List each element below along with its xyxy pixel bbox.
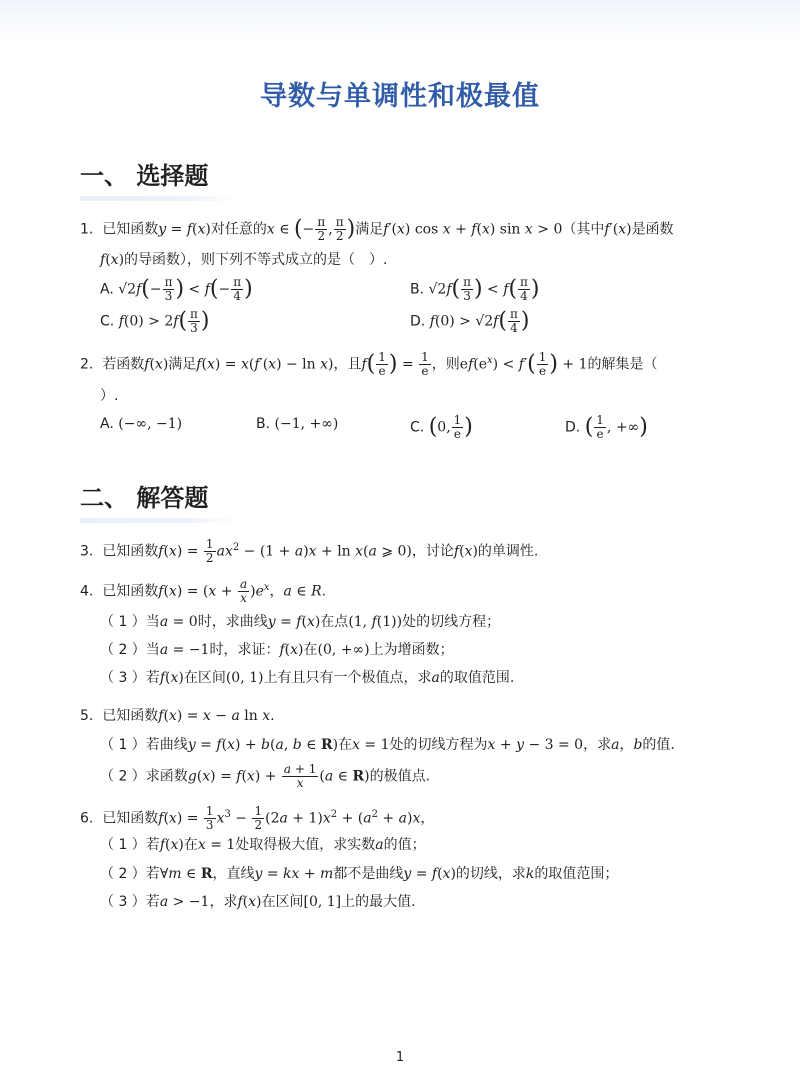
q1-option-c: C. f(0) > 2f( $\frac{\pi}{3}$ ) xyxy=(100,307,210,335)
page-number: 1 xyxy=(395,1050,405,1065)
question-5-part-2: （ 2 ）求函数g(x) = f(x) + $\frac{a + 1}{x}$ (a ∈ R)的极值点. xyxy=(100,762,431,790)
question-6-part-1: （ 1 ）若f(x)在x = 1处取得极大值，求实数a的值； xyxy=(100,837,426,853)
q2-option-b: B. (−1, +∞) xyxy=(256,416,339,432)
section-heading-choice: 一、 选择题 xyxy=(80,162,209,190)
section-underline xyxy=(80,518,238,523)
question-1-line-2: f(x)的导函数），则下列不等式成立的是（ ）. xyxy=(100,252,388,268)
question-3: 3. 已知函数f(x) = $\frac{1}{2}$ $ax^2 - (1 + a)x + \ln x(a$ ⩾ 0)，讨论f(x)的单调性. xyxy=(80,537,539,566)
question-4: 4. 已知函数f(x) = (x + $\frac{a}{x}$ )$e^x$，a ∈ R. xyxy=(80,577,327,606)
question-6: 6. 已知函数f(x) = $\frac{1}{3}$ $x^3$ − $\frac{1}{2}$ $(2a + 1)x^2 + (a^2 + a)x$， xyxy=(80,804,435,833)
question-6-part-3: （ 3 ）若a > −1，求f(x)在区间[0, 1]上的最大值. xyxy=(100,894,416,910)
question-5: 5. 已知函数f(x) = x − a ln x. xyxy=(80,708,275,724)
question-2-line-1: 2. 若函数f(x)满足f(x) = x(f′(x) − ln x)，且f( $\frac{1}{e}$ ) = $\frac{1}{e}$ ，则$ef(e^x) < f'$( $\frac{1}{e}$ ) + 1的解集是（ xyxy=(80,350,658,379)
question-4-part-1: （ 1 ）当a = 0时，求曲线y = f(x)在点(1, f(1))处的切线方程； xyxy=(100,614,501,630)
question-4-part-2: （ 2 ）当a = −1时，求证：f(x)在(0, +∞)上为增函数； xyxy=(100,642,454,658)
q1-option-b: B. √2f( $\frac{\pi}{3}$ ) < f( $\frac{\pi}{4}$ ) xyxy=(410,275,540,303)
q2-option-d: D. ( $\frac{1}{e}$ , +∞) xyxy=(565,413,648,441)
document-title: 导数与单调性和极最值 xyxy=(260,81,540,112)
q2-option-a: A. (−∞, −1) xyxy=(100,416,183,432)
q1-option-a: A. √2f(− $\frac{\pi}{3}$ ) < f(− $\frac{\pi}{4}$ ) xyxy=(100,275,253,303)
question-1-line-1: 1. 已知函数y = f(x)对任意的x ∈ (− $\frac{\pi}{2}$ , $\frac{\pi}{2}$ )满足f′(x) cos x + f(x) sin x > 0（其中f′(x)是函数 xyxy=(80,215,674,243)
question-2-line-2: ）. xyxy=(100,388,119,404)
section-underline xyxy=(80,196,238,201)
q2-option-c: C. (0, $\frac{1}{e}$ ) xyxy=(410,413,473,441)
top-band xyxy=(0,0,800,40)
question-5-part-1: （ 1 ）若曲线y = f(x) + b(a, b ∈ R)在x = 1处的切线方程为x + y − 3 = 0，求a，b的值. xyxy=(100,737,675,753)
question-4-part-3: （ 3 ）若f(x)在区间(0, 1)上有且只有一个极值点，求a的取值范围. xyxy=(100,670,515,686)
q1-option-d: D. f(0) > √2f( $\frac{\pi}{4}$ ) xyxy=(410,307,530,335)
section-heading-answer: 二、 解答题 xyxy=(80,484,209,512)
question-6-part-2: （ 2 ）若∀m ∈ R，直线y = kx + m都不是曲线y = f(x)的切线，求k的取值范围； xyxy=(100,866,619,882)
